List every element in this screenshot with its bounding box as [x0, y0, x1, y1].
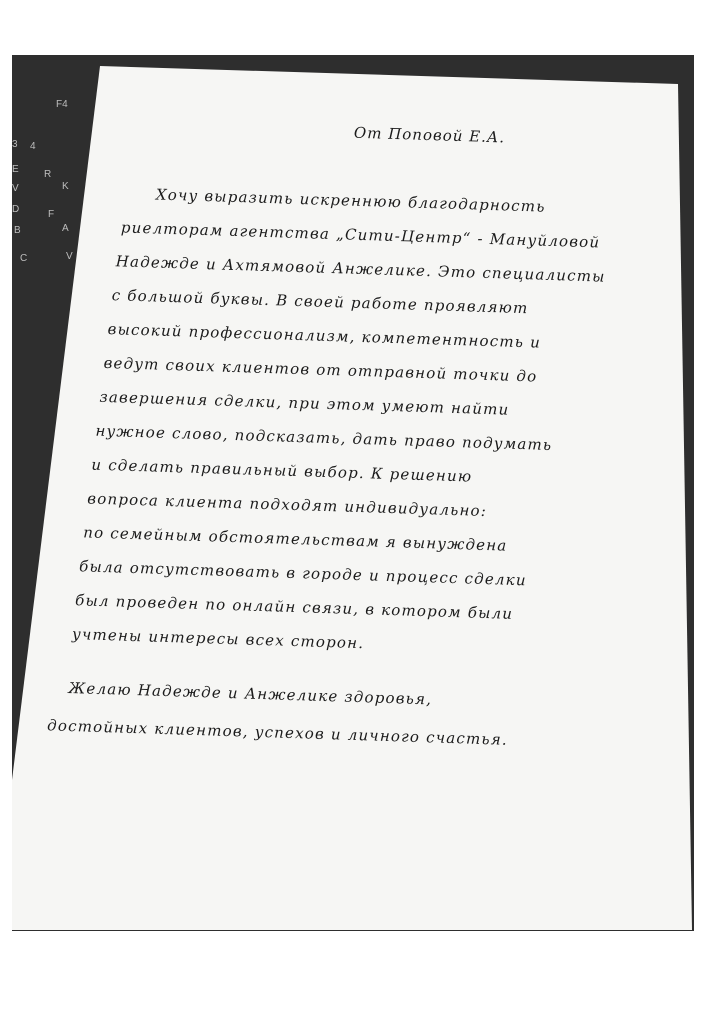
- keyboard-key: 4: [30, 141, 36, 152]
- keyboard-key: R: [44, 169, 52, 180]
- letter-line: учтены интересы всех сторон.: [71, 625, 365, 653]
- keyboard-key: E: [12, 164, 19, 175]
- letter-line: завершения сделки, при этом умеют найти: [99, 387, 510, 419]
- keyboard-key: B: [14, 225, 21, 236]
- letter-line: Хочу выразить искреннюю благодарность: [155, 185, 546, 216]
- letter-line: Надежде и Ахтямовой Анжелике. Это специалисты: [115, 252, 606, 286]
- keyboard-key: V: [66, 251, 73, 262]
- keyboard-key: F: [48, 209, 55, 220]
- keyboard-key: A: [62, 223, 69, 234]
- letter-line: ведут своих клиентов от отправной точки до: [103, 353, 538, 386]
- letter-line: нужное слово, подсказать, дать право подумать: [95, 421, 553, 455]
- letter-line: и сделать правильный выбор. К решению: [91, 455, 473, 486]
- letter-line: по семейным обстоятельствам я вынуждена: [82, 523, 508, 555]
- keyboard-key: K: [62, 181, 69, 192]
- letter-line: достойных клиентов, успехов и личного счастья.: [46, 716, 509, 749]
- keyboard-key: C: [20, 253, 28, 264]
- letter-line: был проведен по онлайн связи, в котором были: [74, 591, 514, 623]
- letter-line: с большой буквы. В своей работе проявляют: [111, 286, 529, 318]
- keyboard-key: V: [12, 183, 19, 194]
- letter-line: высокий профессионализм, компетентность и: [107, 320, 542, 352]
- letter-heading: От Поповой Е.А.: [353, 123, 506, 147]
- keyboard-key: D: [12, 204, 20, 215]
- keyboard-key: 3: [12, 139, 18, 150]
- letter-line: Желаю Надежде и Анжелике здоровья,: [68, 678, 433, 709]
- letter-line: вопроса клиента подходят индивидуально:: [87, 489, 488, 521]
- keyboard-key: F4: [56, 99, 68, 110]
- letter-line: была отсутствовать в городе и процесс сделки: [78, 557, 527, 590]
- letter-line: риелторам агентства „Сити-Центр“ - Мануйловой: [120, 218, 601, 252]
